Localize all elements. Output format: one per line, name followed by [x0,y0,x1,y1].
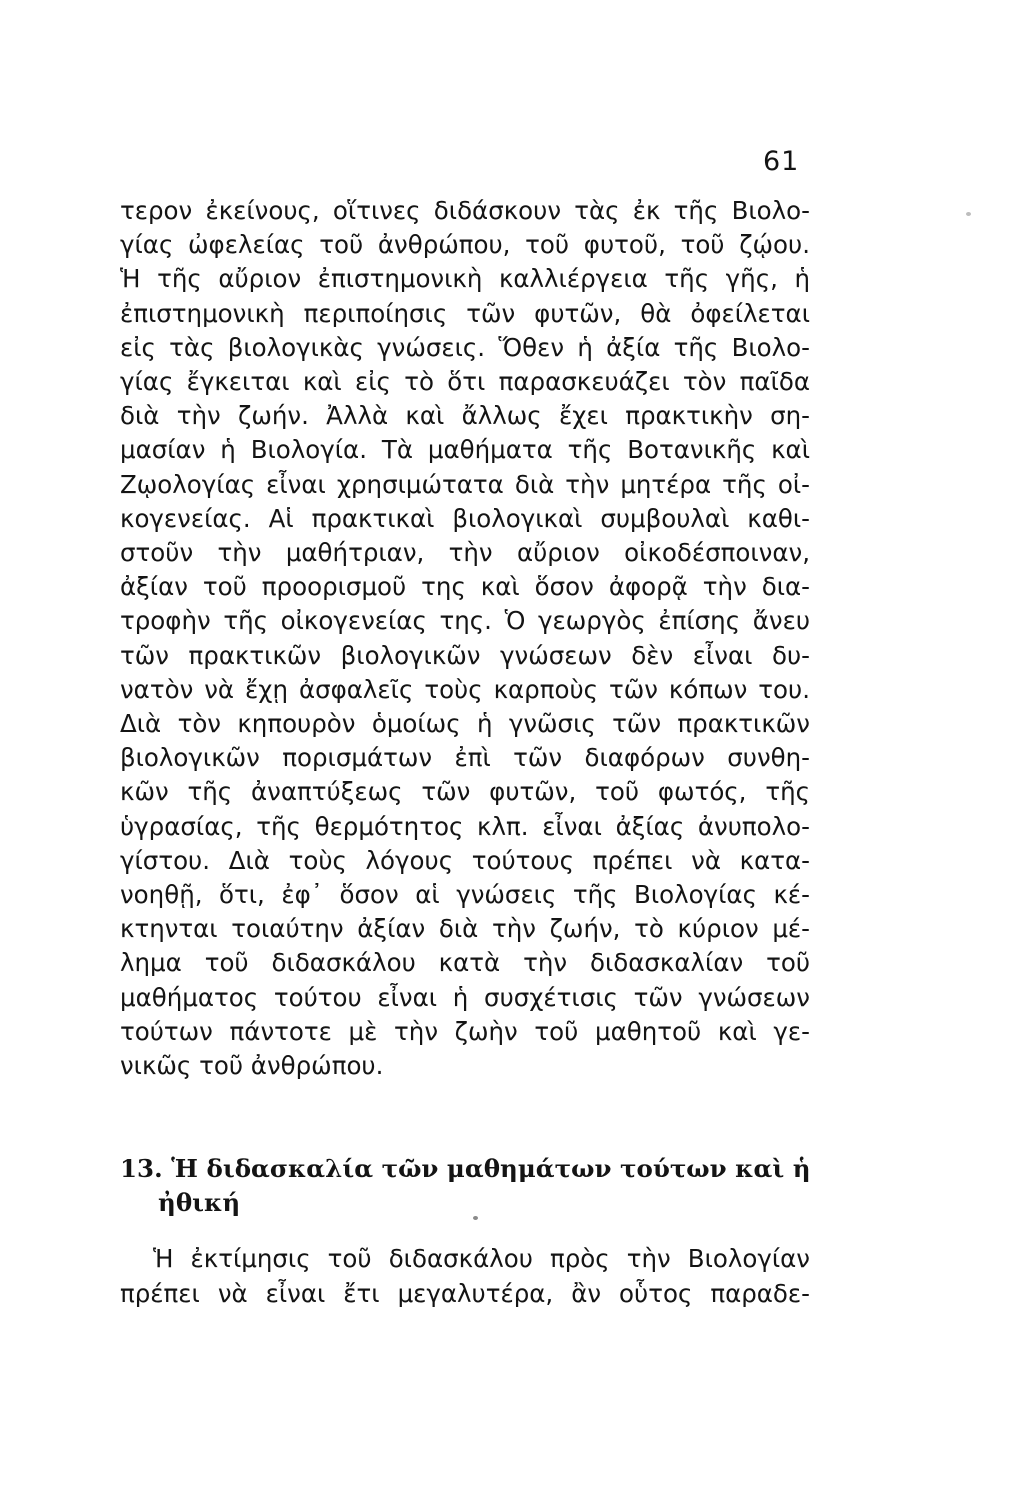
text-line: βιολογικῶν πορισμάτων ἐπὶ τῶν διαφόρων συνθη- [120,743,810,773]
text-line: τῶν πρακτικῶν βιολογικῶν γνώσεων δὲν εἶναι δυ- [120,640,810,670]
page-number: 61 [763,146,800,177]
text-line: κογενείας. Αἱ πρακτικαὶ βιολογικαὶ συμβουλαὶ καθι- [120,503,810,533]
text-line: μασίαν ἡ Βιολογία. Τὰ μαθήματα τῆς Βοτανικῆς καὶ [120,435,810,465]
text-line: Διὰ τὸν κηπουρὸν ὁμοίως ἡ γνῶσις τῶν πρακτικῶν [120,709,810,739]
text-line: κῶν τῆς ἀναπτύξεως τῶν φυτῶν, τοῦ φωτός, τῆς [120,777,810,807]
text-line: τερον ἐκείνους, οἵτινες διδάσκουν τὰς ἐκ τῆς Βιολο- [120,196,810,225]
section-heading-line: ἠθική [158,1188,241,1217]
scan-speck [473,1216,478,1220]
text-line: λημα τοῦ διδασκάλου κατὰ τὴν διδασκαλίαν τοῦ [120,948,810,978]
text-line: γίστου. Διὰ τοὺς λόγους τούτους πρέπει νὰ κατα- [120,845,810,875]
body-paragraph [120,194,810,1083]
text-line: νατὸν νὰ ἔχῃ ἀσφαλεῖς τοὺς καρποὺς τῶν κόπων του. [120,674,810,704]
text-line: νοηθῇ, ὅτι, ἐφ᾽ ὅσον αἱ γνώσεις τῆς Βιολογίας κέ- [120,880,810,910]
text-line: Ἡ τῆς αὔριον ἐπιστημονικὴ καλλιέργεια τῆς γῆς, ἡ [120,264,810,294]
text-line: πρέπει νὰ εἶναι ἔτι μεγαλυτέρα, ἂν οὗτος παραδε- [120,1279,810,1308]
scan-speck [966,212,971,216]
text-line: Ζῳολογίας εἶναι χρησιμώτατα διὰ τὴν μητέρα τῆς οἰ- [120,469,810,499]
text-line: διὰ τὴν ζωήν. Ἀλλὰ καὶ ἄλλως ἔχει πρακτικὴν ση- [120,401,810,431]
text-line: γίας ἔγκειται καὶ εἰς τὸ ὅτι παρασκευάζει τὸν παῖδα [120,367,810,397]
text-line: ὑγρασίας, τῆς θερμότητος κλπ. εἶναι ἀξίας ἀνυπολο- [120,811,810,841]
text-line: εἰς τὰς βιολογικὰς γνώσεις. Ὅθεν ἡ ἀξία τῆς Βιολο- [120,332,810,362]
section-heading [120,1152,820,1220]
text-line: γίας ὠφελείας τοῦ ἀνθρώπου, τοῦ φυτοῦ, τοῦ ζῴου. [120,230,810,260]
text-line: νικῶς τοῦ ἀνθρώπου. [120,1051,384,1081]
section-heading-line: 13. Ἡ διδασκαλία τῶν μαθημάτων τούτων καὶ ἡ [120,1154,811,1183]
section-paragraph [120,1241,810,1311]
text-line: κτηνται τοιαύτην ἀξίαν διὰ τὴν ζωήν, τὸ κύριον μέ- [120,914,810,944]
text-line: ἐπιστημονικὴ περιποίησις τῶν φυτῶν, θὰ ὀφείλεται [120,298,810,328]
text-line: τούτων πάντοτε μὲ τὴν ζωὴν τοῦ μαθητοῦ καὶ γε- [120,1016,810,1046]
text-line: τροφὴν τῆς οἰκογενείας της. Ὁ γεωργὸς ἐπίσης ἄνευ [120,606,810,636]
text-line: Ἡ ἐκτίμησις τοῦ διδασκάλου πρὸς τὴν Βιολογίαν [153,1244,810,1273]
text-line: ἀξίαν τοῦ προορισμοῦ της καὶ ὅσον ἀφορᾷ τὴν δια- [120,572,810,602]
text-line: μαθήματος τούτου εἶναι ἡ συσχέτισις τῶν γνώσεων [120,982,810,1012]
text-line: στοῦν τὴν μαθήτριαν, τὴν αὔριον οἰκοδέσποιναν, [120,538,810,568]
